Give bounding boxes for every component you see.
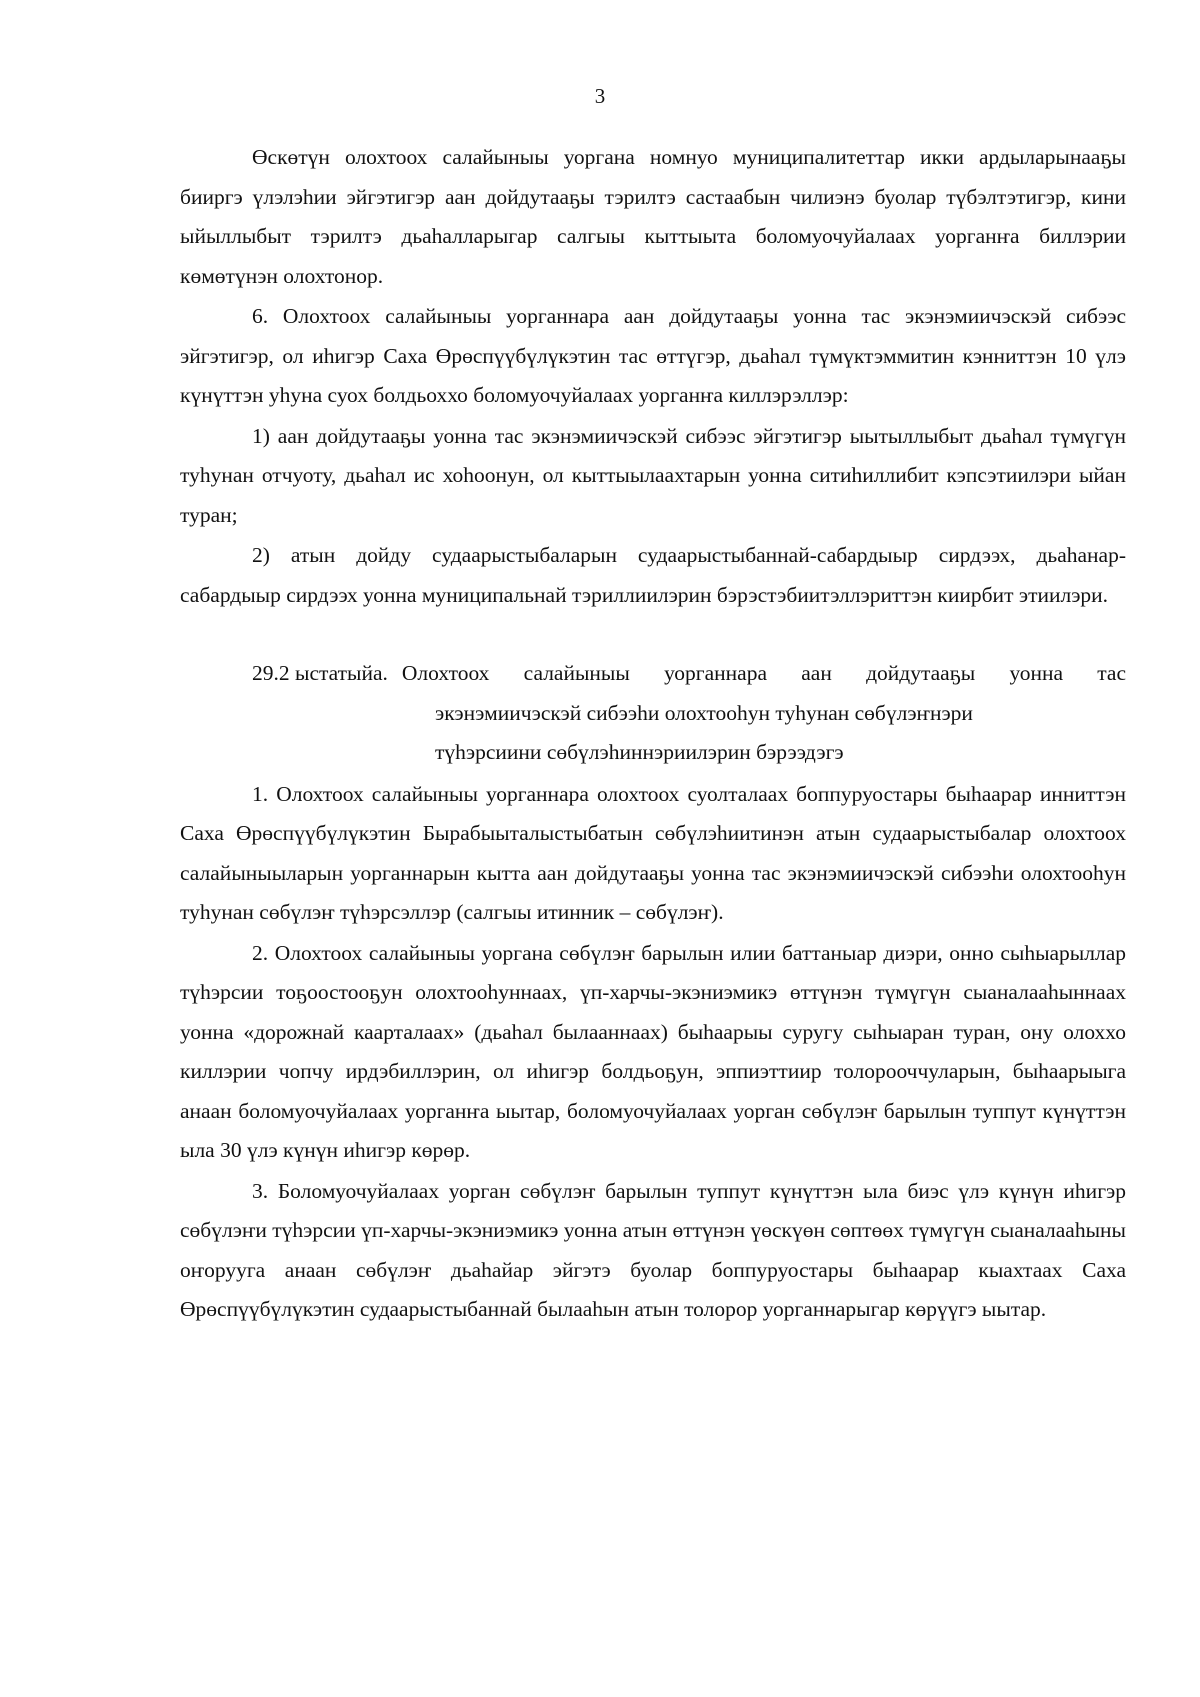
document-body xyxy=(180,138,1126,1330)
article-heading xyxy=(180,654,1126,773)
paragraph-subitem-2: 2) атын дойду судаарыстыбаларын судаарыстыбаннай-сабардыыр сирдээх, дьаһанар-сабардыыр сирдээх уонна муниципальнай тэриллиилэрин бэрэстэбиитэллэриттэн киирбит этиилэри. xyxy=(180,543,1126,607)
paragraph-item-6: 6. Олохтоох салайыныы уорганнара аан дойдутааҕы уонна тас экэнэмиичэскэй сибээс эйгэтигэр, ол иһигэр Саха Өрөспүүбүлүкэтин тас өттүгэр, дьаһал түмүктэммитин кэнниттэн 10 үлэ күнүттэн уһуна суох болдьоххо боломуочуйалаах уорганҥа киллэрэллэр: xyxy=(180,304,1126,407)
article-heading-first-line xyxy=(252,654,1126,694)
paragraph-article-item-2: 2. Олохтоох салайыныы уоргана сөбүлэҥ барылын илии баттаныар диэри, онно сыһыарыллар түһэрсии тоҕоостооҕун олохтооһуннаах, үп-харчы-экэниэмикэ өттүнэн түмүгүн сыаналааһыннаах уонна «дорожнай каарталаах» (дьаһал былааннаах) быһаарыы суругу сыһыаран туран, ону олоххо киллэрии чопчу ирдэбиллэрин, ол иһигэр болдьоҕун, эппиэттиир толорооччуларын, быһаарыыга анаан боломуочуйалаах уорганҥа ыытар, боломуочуйалаах уорган сөбүлэҥ барылын туппут күнүттэн ыла 30 үлэ күнүн иһигэр көрөр. xyxy=(180,940,1126,1162)
paragraph-subitem-1: 1) аан дойдутааҕы уонна тас экэнэмиичэскэй сибээс эйгэтигэр ыытыллыбыт дьаһал түмүгүн туһунан отчуоту, дьаһал ис хоһоонун, ол кыттыылаахтарын уонна ситиһиллибит кэпсэтиилэри ыйан туран; xyxy=(180,423,1126,527)
article-body xyxy=(180,775,1126,1330)
paragraph-foreign-participation: Өскөтүн олохтоох салайыныы уоргана номнуо муниципалитеттар икки ардыларынааҕы бииргэ үлэлэһии эйгэтигэр аан дойдутааҕы тэрилтэ састаабын чилиэнэ буолар түбэлтэтигэр, кини ыйыллыбыт тэрилтэ дьаһалларыгар салгыы кыттыыта боломуочуйалаах уорганҥа биллэрии көмөтүнэн олохтонор. xyxy=(180,145,1126,288)
article-title-line-1: Олохтоох салайыныы уорганнара аан дойдутааҕы уонна тас xyxy=(401,661,1126,685)
article-title-line-2: экэнэмиичэскэй сибээһи олохтооһун туһунан сөбүлэҥнэри xyxy=(435,700,973,725)
paragraph-article-item-1: 1. Олохтоох салайыныы уорганнара олохтоох суолталаах боппуруостары быһаарар инниттэн Саха Өрөспүүбүлүкэтин Бырабыыталыстыбатын сөбүлэһиитинэн атын судаарыстыбалар олохтоох салайыныыларын уорганнарын кытта аан дойдутааҕы уонна тас экэнэмиичэскэй сибээһи олохтооһун туһунан сөбүлэҥ түһэрсэллэр (салгыы итинник – сөбүлэҥ). xyxy=(180,781,1126,924)
article-title-line-3: түһэрсиини сөбүлэһиннэриилэрин бэрээдэгэ xyxy=(435,740,844,764)
paragraph-article-item-3: 3. Боломуочуйалаах уорган сөбүлэҥ барылын туппут күнүттэн ыла биэс үлэ күнүн иһигэр сөбүлэҥи түһэрсии үп-харчы-экэниэмикэ уонна атын өттүнэн үөскүөн сөптөөх түмүгүн сыаналааһыны оҥорууга анаан сөбүлэҥ дьаһайар эйгэтэ буолар боппуруостары быһаарар кыахтаах Саха Өрөспүүбүлүкэтин судаарыстыбаннай былааһын атын толорор уорганнарыгар көрүүгэ ыытар. xyxy=(180,1178,1126,1321)
article-number: 29.2 ыстатыйа. xyxy=(252,661,388,685)
page-number: 3 xyxy=(594,84,606,108)
